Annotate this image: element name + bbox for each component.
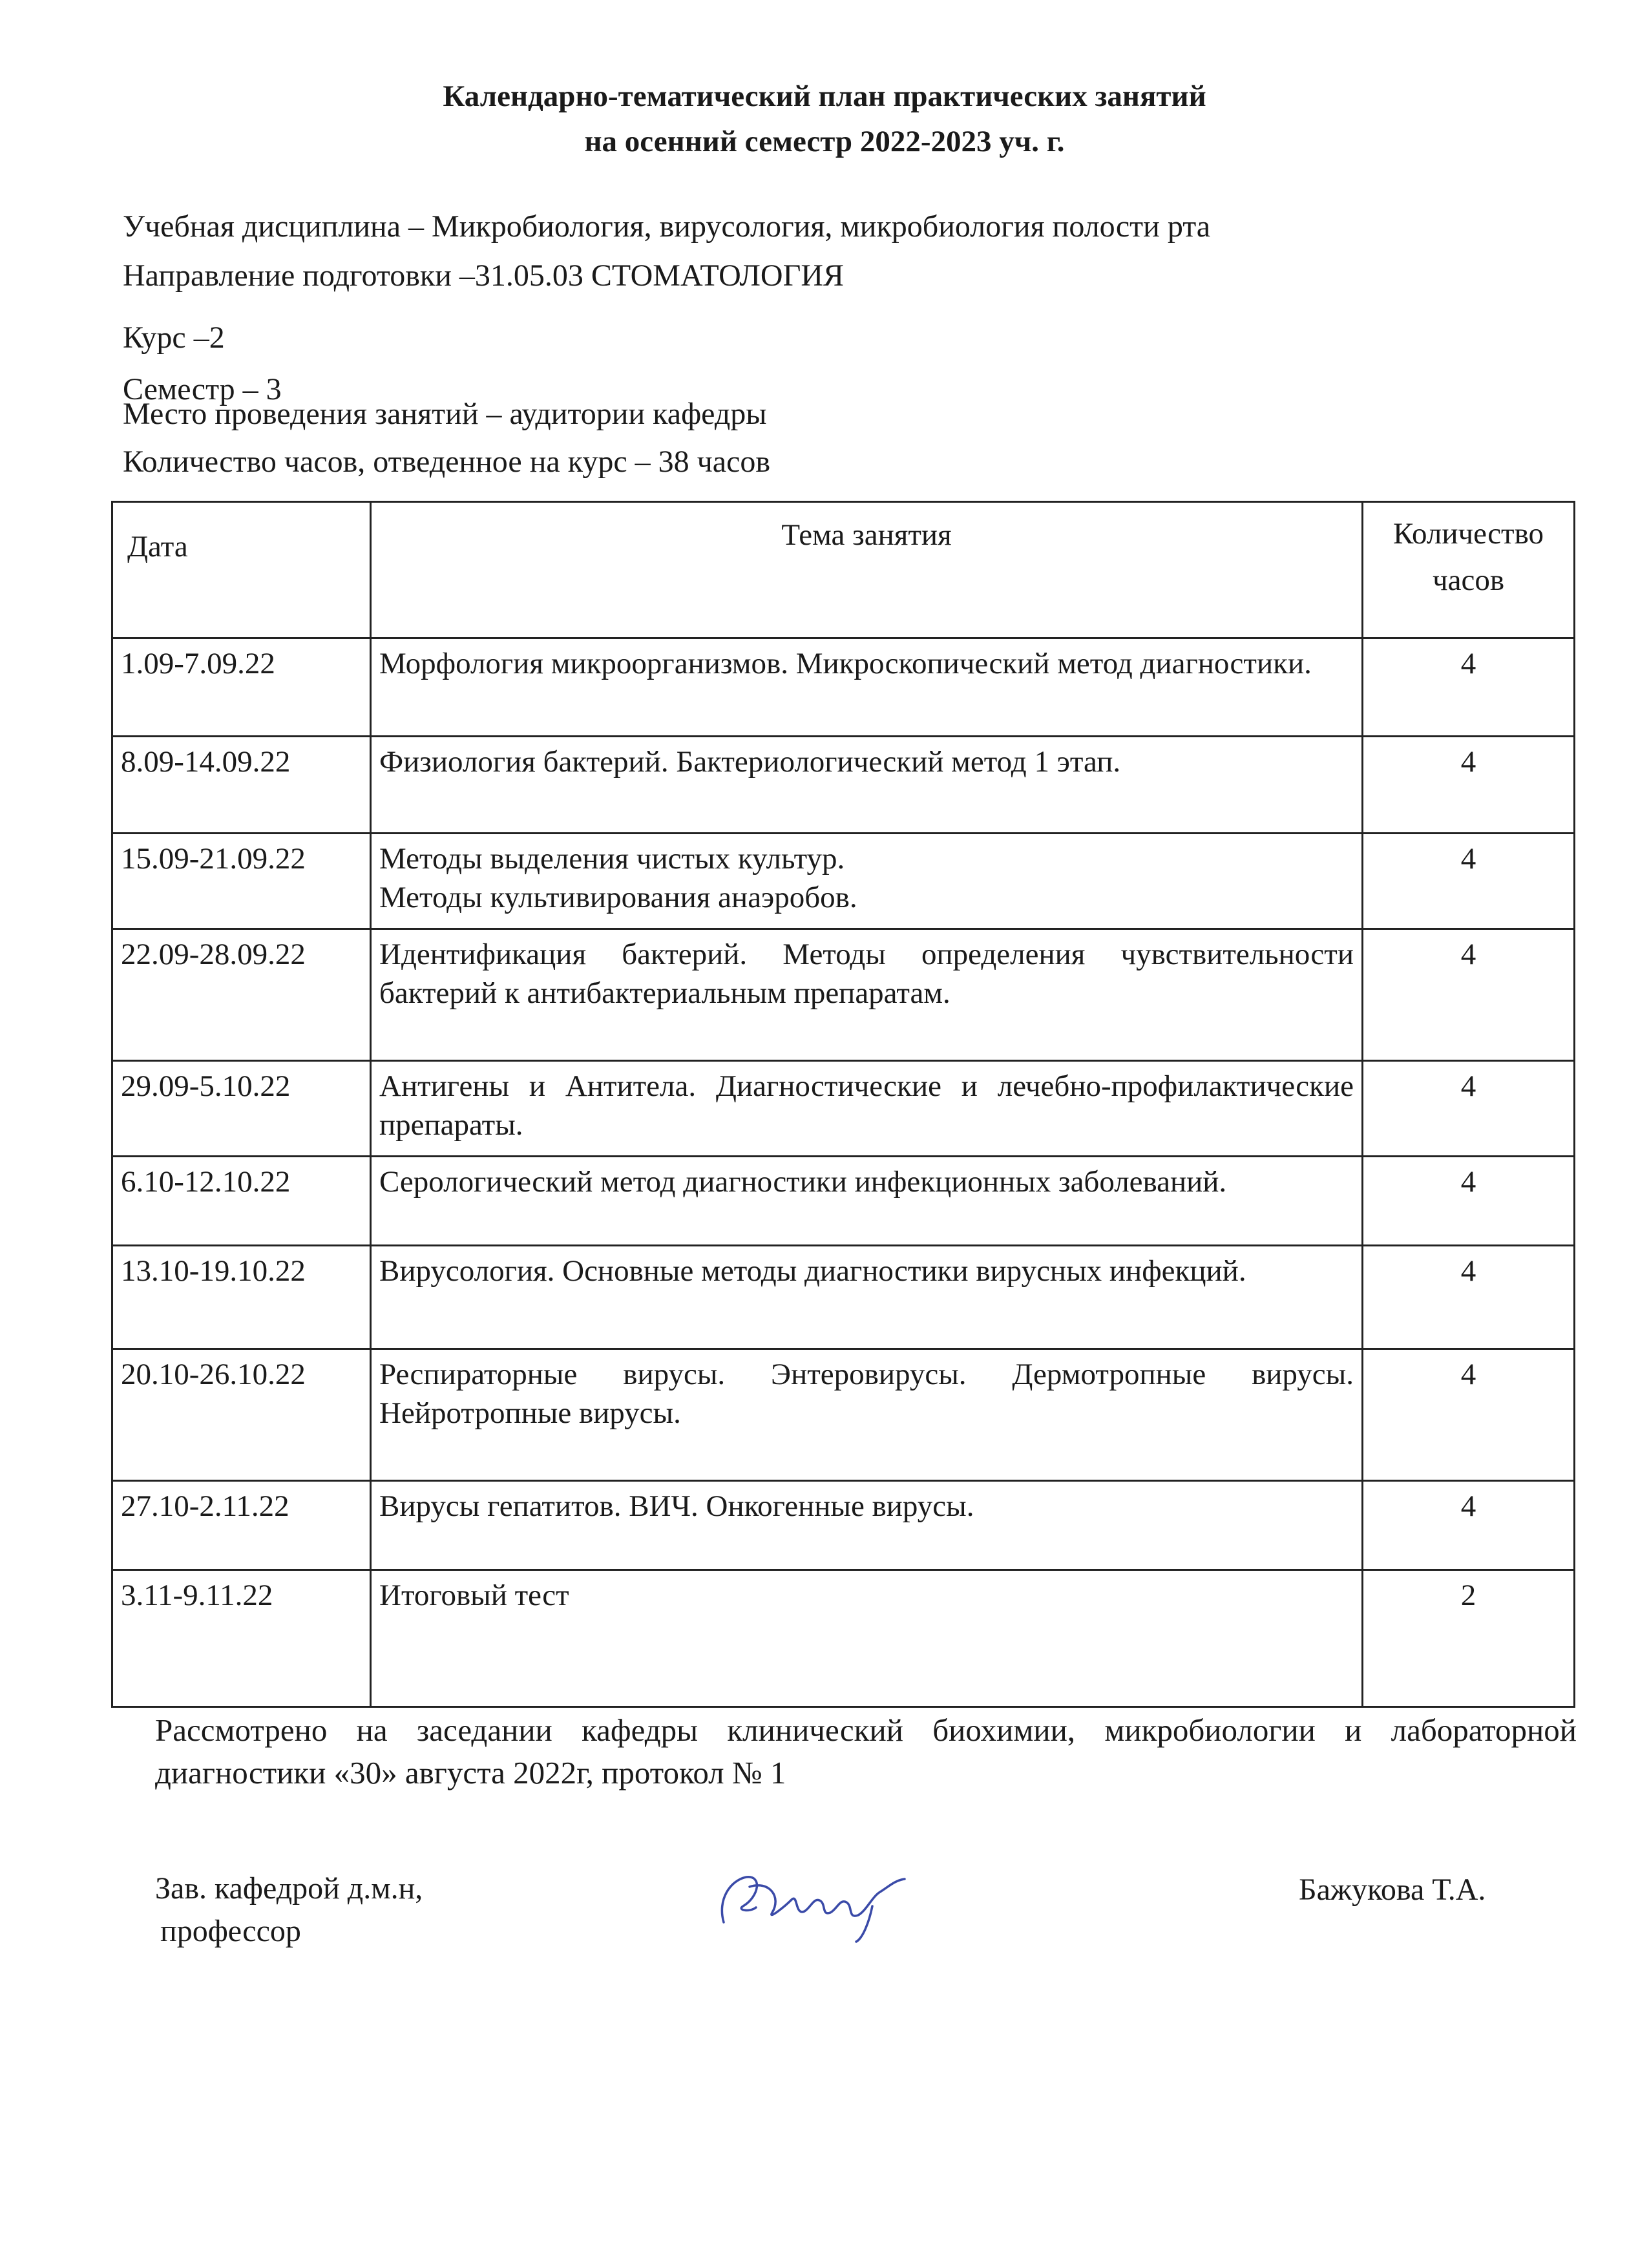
row-topic: Физиология бактерий. Бактериологический метод 1 этап. xyxy=(371,737,1363,834)
row-topic xyxy=(371,834,1363,929)
row-topic: Идентификация бактерий. Методы определения чувствительности бактерий к антибактериальным препаратам. xyxy=(371,929,1363,1061)
row-hours: 4 xyxy=(1363,1481,1575,1570)
row-topic: Респираторные вирусы. Энтеровирусы. Дермотропные вирусы. Нейротропные вирусы. xyxy=(371,1349,1363,1481)
discipline-line: Учебная дисциплина – Микробиология, вирусология, микробиология полости рта xyxy=(123,209,1211,244)
row-hours: 4 xyxy=(1363,1246,1575,1349)
row-hours: 4 xyxy=(1363,737,1575,834)
row-topic-line2: Методы культивирования анаэробов. xyxy=(379,881,857,914)
hours-line: Количество часов, отведенное на курс – 38 часов xyxy=(123,445,771,479)
direction-line: Направление подготовки –31.05.03 СТОМАТОЛОГИЯ xyxy=(123,258,844,293)
signatory-role xyxy=(155,1867,423,1953)
row-hours: 4 xyxy=(1363,1157,1575,1246)
row-topic: Антигены и Антитела. Диагностические и лечебно-профилактические препараты. xyxy=(371,1061,1363,1157)
row-topic: Вирусология. Основные методы диагностики вирусных инфекций. xyxy=(371,1246,1363,1349)
row-hours: 4 xyxy=(1363,834,1575,929)
row-date: 22.09-28.09.22 xyxy=(112,929,371,1061)
row-date: 13.10-19.10.22 xyxy=(112,1246,371,1349)
table-row xyxy=(112,834,1575,929)
header-topic-cell xyxy=(371,502,1363,638)
table-row xyxy=(112,929,1575,1061)
table-row xyxy=(112,1246,1575,1349)
document-title-line2: на осенний семестр 2022-2023 уч. г. xyxy=(584,125,1065,158)
table-row xyxy=(112,1061,1575,1157)
table-row xyxy=(112,1349,1575,1481)
header-qty-line2: часов xyxy=(1432,563,1505,597)
header-date: Дата xyxy=(127,530,188,563)
row-date: 15.09-21.09.22 xyxy=(112,834,371,929)
signatory-role-line1: Зав. кафедрой д.м.н, xyxy=(155,1871,423,1906)
row-hours: 2 xyxy=(1363,1570,1575,1707)
table-row xyxy=(112,1157,1575,1246)
schedule-table xyxy=(111,501,1575,1708)
row-topic-line1: Методы выделения чистых культур. xyxy=(379,842,845,876)
header-qty-cell xyxy=(1363,502,1575,638)
location-line: Место проведения занятий – аудитории кафедры xyxy=(123,397,767,431)
row-topic: Морфология микроорганизмов. Микроскопический метод диагностики. xyxy=(371,638,1363,737)
row-date: 8.09-14.09.22 xyxy=(112,737,371,834)
row-date: 29.09-5.10.22 xyxy=(112,1061,371,1157)
signatory-role-line2: профессор xyxy=(160,1914,301,1948)
table-row xyxy=(112,737,1575,834)
row-date: 3.11-9.11.22 xyxy=(112,1570,371,1707)
row-date: 6.10-12.10.22 xyxy=(112,1157,371,1246)
row-hours: 4 xyxy=(1363,1061,1575,1157)
table-row xyxy=(112,1570,1575,1707)
approval-text: Рассмотрено на заседании кафедры клинический биохимии, микробиологии и лабораторной диагностики «30» августа 2022г, протокол № 1 xyxy=(155,1712,1577,1790)
row-hours: 4 xyxy=(1363,1349,1575,1481)
semester-line: Семестр – 3 xyxy=(123,372,282,406)
row-hours: 4 xyxy=(1363,638,1575,737)
row-topic: Серологический метод диагностики инфекционных заболеваний. xyxy=(371,1157,1363,1246)
table-row xyxy=(112,1481,1575,1570)
course-line: Курс –2 xyxy=(123,320,225,355)
table-row xyxy=(112,638,1575,737)
header-topic: Тема занятия xyxy=(781,518,952,552)
row-topic: Вирусы гепатитов. ВИЧ. Онкогенные вирусы. xyxy=(371,1481,1363,1570)
row-date: 27.10-2.11.22 xyxy=(112,1481,371,1570)
row-date: 1.09-7.09.22 xyxy=(112,638,371,737)
header-date-cell xyxy=(112,502,371,638)
row-date: 20.10-26.10.22 xyxy=(112,1349,371,1481)
table-header-row xyxy=(112,502,1575,638)
row-hours: 4 xyxy=(1363,929,1575,1061)
signatory-name: Бажукова Т.А. xyxy=(1299,1873,1486,1907)
document-title-line1: Календарно-тематический план практических занятий xyxy=(443,79,1206,113)
row-topic: Итоговый тест xyxy=(371,1570,1363,1707)
header-qty-line1: Количество xyxy=(1393,517,1544,551)
handwritten-signature xyxy=(711,1861,918,1945)
